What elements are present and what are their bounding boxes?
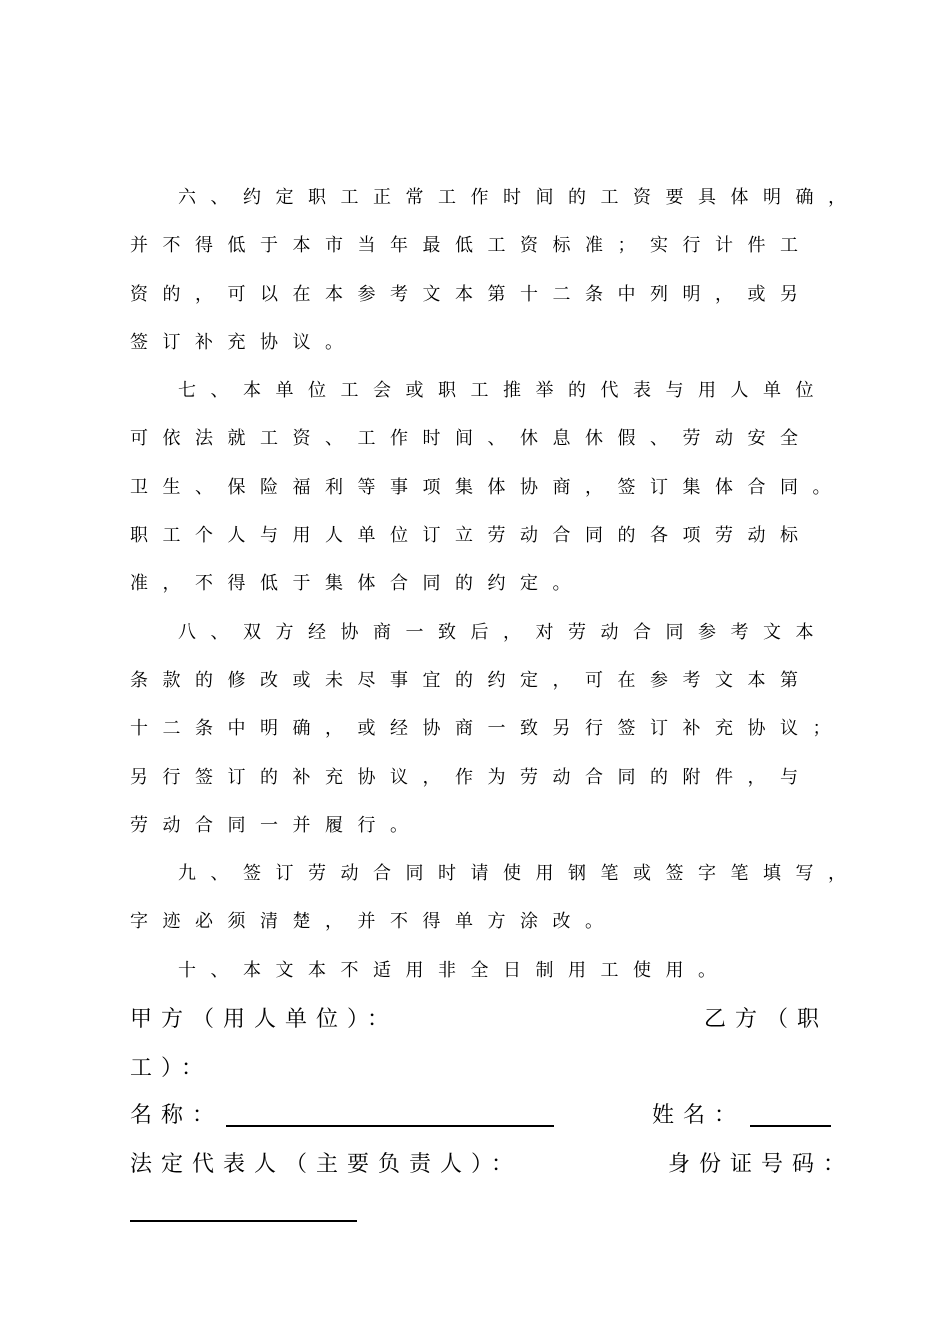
- id-number-label: 身份证号码：: [668, 1152, 855, 1177]
- employer-name-blank[interactable]: [226, 1125, 554, 1127]
- paragraph-6-line-2: 并不得低于本市当年最低工资标准；实行计件工: [130, 235, 813, 256]
- paragraph-10-line-1: 十、本文本不适用非全日制用工使用。: [178, 960, 731, 981]
- paragraph-7-line-1: 七、本单位工会或职工推举的代表与用人单位: [178, 380, 828, 401]
- employee-name-blank[interactable]: [750, 1125, 831, 1127]
- party-a-label: 甲方（用人单位）：: [130, 1007, 399, 1032]
- paragraph-9-line-1: 九、签订劳动合同时请使用钢笔或签字笔填写，: [178, 863, 861, 884]
- paragraph-8-line-1: 八、双方经协商一致后，对劳动合同参考文本: [178, 622, 828, 643]
- paragraph-7-line-2: 可依法就工资、工作时间、休息休假、劳动安全: [130, 428, 813, 449]
- paragraph-8-line-3: 十二条中明确，或经协商一致另行签订补充协议；: [130, 718, 845, 739]
- paragraph-6-line-1: 六、约定职工正常工作时间的工资要具体明确，: [178, 187, 861, 208]
- paragraph-8-line-2: 条款的修改或未尽事宜的约定，可在参考文本第: [130, 670, 813, 691]
- party-b-label-continued: 工）：: [130, 1056, 213, 1081]
- paragraph-8-line-5: 劳动合同一并履行。: [130, 815, 423, 836]
- paragraph-6-line-3: 资的，可以在本参考文本第十二条中列明，或另: [130, 284, 813, 305]
- paragraph-9-line-2: 字迹必须清楚，并不得单方涂改。: [130, 911, 618, 932]
- paragraph-8-line-4: 另行签订的补充协议，作为劳动合同的附件，与: [130, 767, 813, 788]
- legal-representative-label: 法定代表人（主要负责人）：: [130, 1152, 523, 1177]
- paragraph-7-line-5: 准，不得低于集体合同的约定。: [130, 573, 585, 594]
- employee-name-label: 姓名：: [652, 1103, 746, 1128]
- paragraph-7-line-3: 卫生、保险福利等事项集体协商，签订集体合同。: [130, 477, 845, 498]
- paragraph-6-line-4: 签订补充协议。: [130, 332, 358, 353]
- party-b-label: 乙方（职: [704, 1007, 829, 1032]
- paragraph-7-line-4: 职工个人与用人单位订立劳动合同的各项劳动标: [130, 525, 813, 546]
- employer-name-label: 名称：: [130, 1103, 224, 1128]
- legal-representative-blank[interactable]: [130, 1220, 357, 1222]
